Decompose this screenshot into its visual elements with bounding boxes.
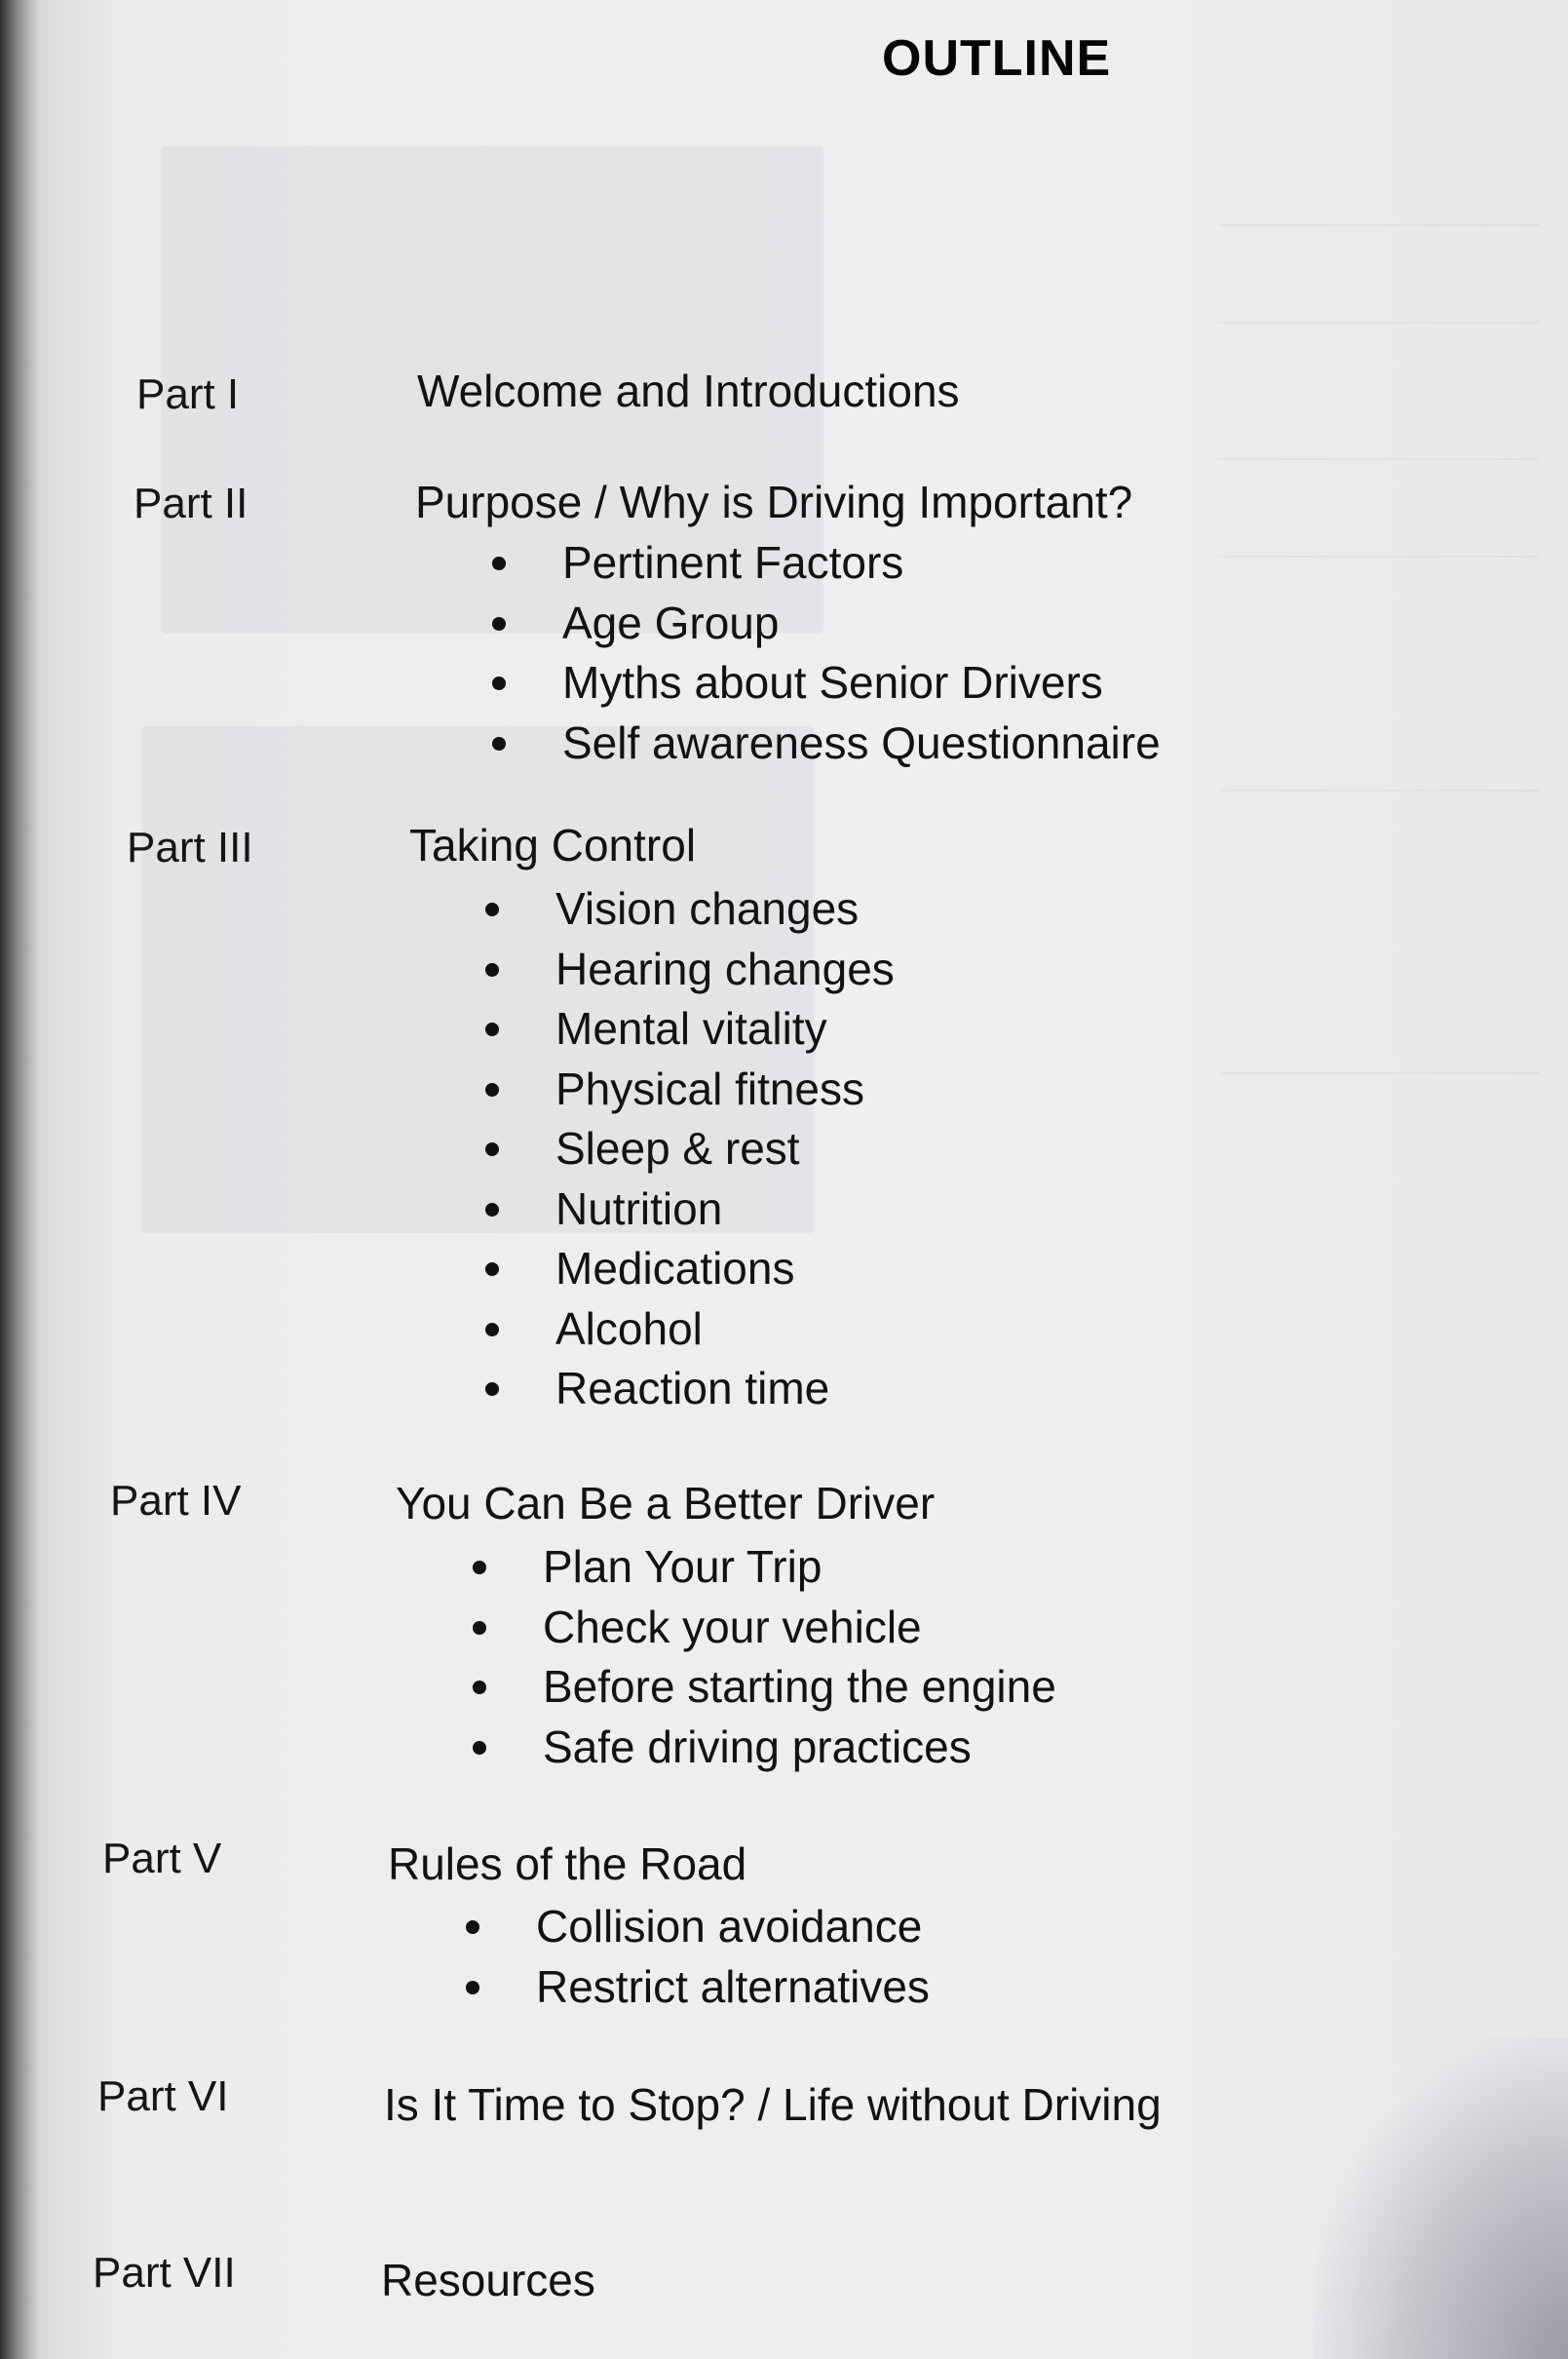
bullet-list xyxy=(492,533,1161,773)
bullet-icon xyxy=(485,963,499,977)
bullet-icon xyxy=(492,737,506,751)
list-item xyxy=(485,940,895,1000)
part-label: Part IV xyxy=(110,1477,242,1525)
show-through-line xyxy=(1218,224,1540,226)
bullet-icon xyxy=(485,1023,499,1036)
part-heading: Purpose / Why is Driving Important? xyxy=(415,477,1133,527)
list-item-text: Self awareness Questionnaire xyxy=(562,716,1161,768)
show-through-line xyxy=(1218,322,1540,324)
bullet-list xyxy=(466,1897,930,2017)
part-label: Part III xyxy=(127,824,253,871)
part-heading: Rules of the Road xyxy=(388,1838,747,1889)
part-heading: Welcome and Introductions xyxy=(417,366,960,416)
list-item xyxy=(466,1957,930,2018)
list-item xyxy=(485,879,895,940)
bullet-icon xyxy=(485,1382,499,1396)
list-item xyxy=(473,1537,1056,1598)
bullet-icon xyxy=(485,1203,499,1217)
list-item-text: Before starting the engine xyxy=(543,1661,1056,1712)
show-through-line xyxy=(1218,790,1540,792)
list-item xyxy=(466,1897,930,1957)
list-item xyxy=(492,533,1161,594)
list-item-text: Vision changes xyxy=(555,883,860,934)
part-label: Part II xyxy=(134,480,249,527)
bullet-icon xyxy=(473,1561,486,1574)
list-item-text: Alcohol xyxy=(555,1302,703,1354)
list-item-text: Plan Your Trip xyxy=(543,1541,822,1592)
list-item-text: Myths about Senior Drivers xyxy=(562,657,1103,708)
part-heading: Resources xyxy=(381,2255,595,2305)
list-item-text: Collision avoidance xyxy=(536,1901,923,1952)
list-item-text: Hearing changes xyxy=(555,943,895,994)
list-item xyxy=(485,1299,895,1360)
list-item xyxy=(492,714,1161,774)
bullet-icon xyxy=(473,1741,486,1755)
bullet-icon xyxy=(466,1981,479,1994)
bullet-icon xyxy=(466,1920,479,1934)
list-item xyxy=(485,1119,895,1180)
list-item-text: Sleep & rest xyxy=(555,1123,800,1174)
list-item-text: Pertinent Factors xyxy=(562,537,904,588)
part-heading: You Can Be a Better Driver xyxy=(396,1478,936,1528)
part-label: Part V xyxy=(102,1835,222,1882)
list-item xyxy=(485,999,895,1060)
list-item xyxy=(485,1239,895,1299)
bullet-icon xyxy=(485,1083,499,1097)
bullet-icon xyxy=(485,903,499,916)
part-label: Part I xyxy=(136,370,240,418)
bullet-icon xyxy=(473,1681,486,1694)
list-item xyxy=(485,1359,895,1419)
show-through-line xyxy=(1218,1072,1540,1074)
bullet-icon xyxy=(485,1323,499,1336)
list-item-text: Restrict alternatives xyxy=(536,1960,930,2012)
bullet-icon xyxy=(492,677,506,690)
bullet-icon xyxy=(492,617,506,631)
part-heading: Is It Time to Stop? / Life without Driving xyxy=(384,2079,1162,2130)
list-item-text: Physical fitness xyxy=(555,1063,865,1114)
list-item-text: Age Group xyxy=(562,597,780,648)
bullet-icon xyxy=(485,1262,499,1276)
page-title: OUTLINE xyxy=(882,30,1112,87)
bullet-list xyxy=(485,879,895,1419)
show-through-line xyxy=(1218,458,1540,460)
bullet-icon xyxy=(485,1142,499,1156)
bullet-icon xyxy=(473,1621,486,1635)
show-through-line xyxy=(1218,556,1540,558)
list-item xyxy=(473,1598,1056,1658)
list-item-text: Check your vehicle xyxy=(543,1601,922,1652)
list-item-text: Mental vitality xyxy=(555,1003,827,1054)
list-item xyxy=(473,1718,1056,1778)
list-item-text: Reaction time xyxy=(555,1363,830,1413)
list-item xyxy=(485,1180,895,1240)
list-item-text: Safe driving practices xyxy=(543,1721,972,1772)
part-label: Part VI xyxy=(97,2072,229,2120)
part-heading: Taking Control xyxy=(409,820,697,870)
bullet-list xyxy=(473,1537,1056,1777)
list-item xyxy=(485,1060,895,1120)
list-item-text: Medications xyxy=(555,1243,795,1294)
list-item xyxy=(492,653,1161,714)
bullet-icon xyxy=(492,557,506,570)
part-label: Part VII xyxy=(93,2249,236,2297)
finger-shadow xyxy=(1315,2037,1568,2359)
list-item-text: Nutrition xyxy=(555,1182,723,1234)
list-item xyxy=(473,1657,1056,1718)
list-item xyxy=(492,594,1161,654)
